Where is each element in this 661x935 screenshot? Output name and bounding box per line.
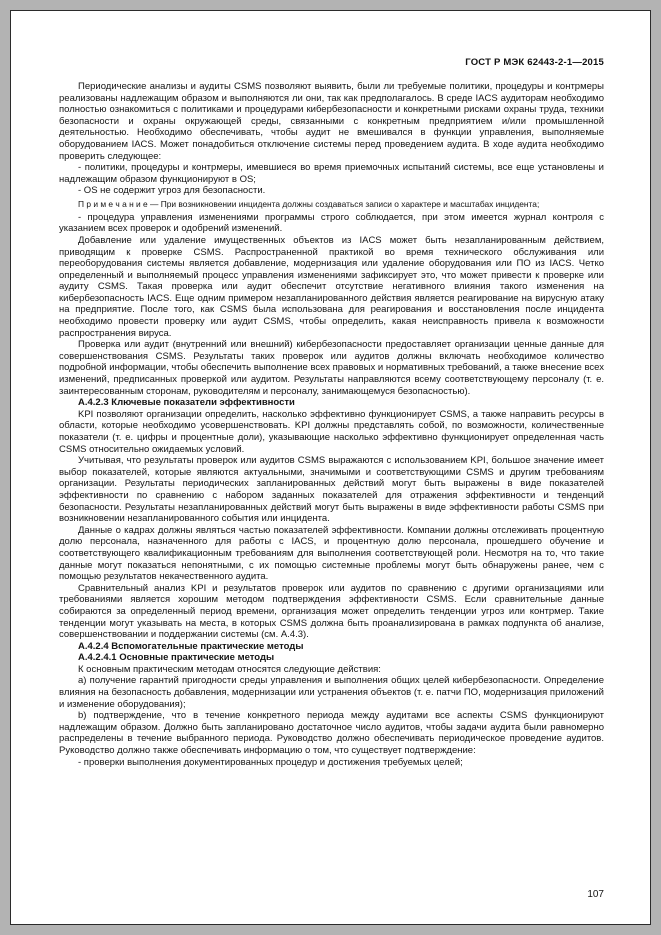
body-paragraph: Добавление или удаление имущественных объектов из IACS может быть незапланированным действием, приводящим к проверке CSMS. Распространенной практикой во время технического обслуживания или переоборудования системы является добавление, модернизация или удаление оборудования или ПО из IACS. Четко определенный и выполняемый процесс управления изменениями зафиксирует это, что может привести к проверке или аудиту CSMS. Такая проверка или аудит обеспечит отсутствие негативного влияния такого изменения на кибербезопасность IACS. Еще одним примером незапланированного действия является реагирование на вирусную атаку на предприятие. После того, как CSMS была использована для реагирования и восстановления после инцидента необходимо провести проверку или аудит CSMS, чтобы определить, какая неисправность привела к возможности распространения вируса.	[59, 234, 604, 339]
body-paragraph: Проверка или аудит (внутренний или внешний) кибербезопасности предоставляет организации ценные данные для совершенствования CSMS. Результаты таких проверок или аудитов должны включать необходимое количество подробной информации, чтобы обеспечить выполнение всех правовых и нормативных требований, а также внесение всех изменений, предписанных проверкой или аудитом. Результаты направляются всему соответствующему персоналу (т. е. заинтересованным сторонам, руководителям и персоналу, занимающемуся безопасностью).	[59, 339, 604, 397]
body-paragraph: Данные о кадрах должны являться частью показателей эффективности. Компании должны отслеживать процентную долю персонала, назначенного для работы с IACS, и процентную долю персонала, прошедшего обучение и соответствующего квалификационным требованиям для выполнения соответствующей роли. Несмотря на то, что такие данные могут показаться непонятными, с их помощью системные проблемы могут быть обнаружены ранее, чем с помощью результатов некачественного аудита.	[59, 524, 604, 583]
document-page	[10, 10, 651, 925]
list-item: - политики, процедуры и контрмеры, имевшиеся во время приемочных испытаний системы, все еще установлены и надлежащим образом функционируют в OS;	[59, 162, 604, 185]
document-body	[59, 81, 604, 768]
list-item: - OS не содержит угроз для безопасности.	[78, 185, 266, 197]
section-heading: А.4.2.4 Вспомогательные практические методы	[78, 640, 304, 652]
body-paragraph: b) подтверждение, что в течение конкретного периода между аудитами все аспекты CSMS функционируют надлежащим образом. Должно быть запланировано достаточное число аудитов, чтобы задачи аудита были равномерно распределены в течение выбранного периода. Руководство должно обеспечивать периодическое проведение аудитов. Руководство должно также обеспечивать информацию о том, что существует подтверждение:	[59, 710, 604, 757]
document-header	[59, 57, 604, 68]
section-heading: А.4.2.4.1 Основные практические методы	[78, 652, 275, 664]
section-heading: А.4.2.3 Ключевые показатели эффективности	[78, 397, 295, 409]
note-paragraph: П р и м е ч а н и е — При возникновении инцидента должны создаваться записи о характере и масштабах инцидента;	[78, 198, 540, 209]
list-item: - процедура управления изменениями программы строго соблюдается, при этом имеется журнал контроля с указанием всех проверок и одобрений изменений.	[59, 211, 604, 235]
body-paragraph: К основным практическим методам относятся следующие действия:	[78, 663, 381, 675]
standard-number: ГОСТ Р МЭК 62443-2-1—2015	[465, 57, 604, 68]
body-paragraph: Периодические анализы и аудиты CSMS позволяют выявить, были ли требуемые политики, процедуры и контрмеры реализованы надлежащим образом и выполняются ли они, так как предполагалось. В среде IACS аудиторам необходимо полностью ознакомиться с политиками и процедурами кибербезопасности и конкретными рисками охраны труда, техники безопасности и охраны окружающей среды, связанными с конкретным предприятием и/или промышленной деятельностью. Необходимо обеспечивать, чтобы аудит не вмешивался в функции управления, выполняемые оборудованием IACS. Может понадобиться отключение системы перед проведением аудита. В ходе аудита необходимо проверить следующее:	[59, 81, 604, 162]
body-paragraph: Сравнительный анализ KPI и результатов проверок или аудитов по сравнению с другими организациями или требованиями является хорошим методом подтверждения эффективности CSMS. Если сравнительные данные собираются за определенный период времени, организация может определить тенденции угроз или контрмер. Такие тенденции могут указывать на места, в которых CSMS должна быть проанализирована в рамках подпункта об анализе, совершенствовании и поддержании системы (см. А.4.3).	[59, 582, 604, 641]
page-number: 107	[587, 889, 604, 900]
list-item: - проверки выполнения документированных процедур и достижения требуемых целей;	[78, 756, 463, 768]
body-paragraph: а) получение гарантий пригодности среды управления и выполнения общих целей кибербезопасности. Определение влияния на безопасность добавления, модернизации или устранения объектов (т. е. патчи ПО, модернизация приложений и изменение оборудования);	[59, 675, 604, 710]
body-paragraph: KPI позволяют организации определить, насколько эффективно функционирует CSMS, а также направить ресурсы в области, которые необходимо усовершенствовать. KPI должны представлять собой, по возможности, количественные показатели (т. е. цифры и процентные доли), указывающие насколько эффективно функционирует определенная часть CSMS относительно ожидаемых условий.	[59, 408, 604, 455]
body-paragraph: Учитывая, что результаты проверок или аудитов CSMS выражаются с использованием KPI, большое значение имеет выбор показателей, которые являются актуальными, значимыми и соответствующими CSMS и другим требованиям организации. Результаты периодических запланированных действий могут быть выражены в виде показателей эффективности по сравнению с набором заданных показателей для отражения эффективности и тенденций безопасности. Результаты незапланированных действий могут быть выражены в виде эффективности работы CSMS при возникновении незапланированного события или инцидента.	[59, 455, 604, 525]
